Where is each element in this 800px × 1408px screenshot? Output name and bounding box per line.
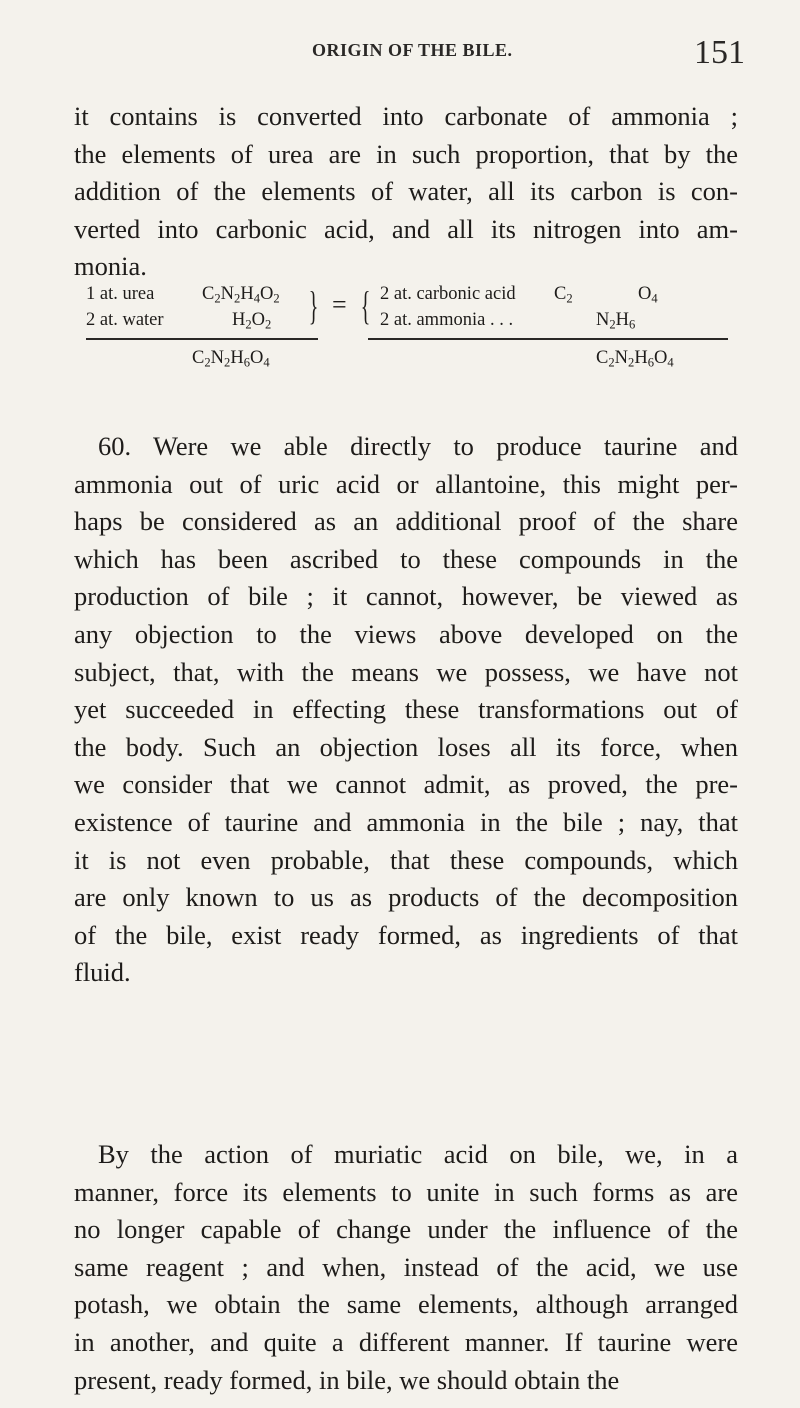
- eq-right-sum: $C_2N_2H_6O_4$: [596, 348, 674, 370]
- right-brace: {: [360, 283, 371, 328]
- text-line: monia.: [74, 251, 147, 282]
- text-line: ammonia out of uric acid or allantoine, this might per-: [74, 468, 738, 499]
- eq-right-label-2: 2 at. ammonia . . .: [380, 310, 514, 330]
- eq-right-label-1: 2 at. carbonic acid: [380, 284, 516, 304]
- eq-left-label-1: 1 at. urea: [86, 284, 155, 304]
- eq-left-sum: $C_2N_2H_6O_4$: [192, 348, 270, 370]
- text-line: By the action of muriatic acid on bile, we, in a: [98, 1139, 738, 1169]
- text-line: the elements of urea are in such proportion, that by the: [74, 138, 738, 169]
- page-number: 151: [694, 34, 745, 71]
- text-line: we consider that we cannot admit, as proved, the pre-: [74, 769, 738, 800]
- text-line: present, ready formed, in bile, we should obtain the: [74, 1364, 620, 1395]
- text-line: of the bile, exist ready formed, as ingredients of that: [74, 919, 738, 950]
- eq-right-formula-1b: $O_4$: [638, 284, 658, 306]
- eq-right-formula-1a: $C_2$: [554, 284, 573, 306]
- text-line: the body. Such an objection loses all its force, when: [74, 731, 738, 762]
- text-line: subject, that, with the means we possess, we have not: [74, 656, 738, 687]
- text-line: no longer capable of change under the influence of the: [74, 1214, 738, 1245]
- text-line: verted into carbonic acid, and all its nitrogen into am-: [74, 213, 738, 244]
- right-sum-rule: [368, 338, 728, 340]
- left-sum-rule: [86, 338, 318, 340]
- eq-left-formula-2: $H_2O_2$: [232, 310, 272, 332]
- eq-left-label-2: 2 at. water: [86, 310, 164, 330]
- text-line: haps be considered as an additional proof of the share: [74, 506, 738, 537]
- paragraph-urea-conversion: [74, 98, 738, 286]
- text-line: existence of taurine and ammonia in the bile ; nay, that: [74, 806, 738, 837]
- text-line: potash, we obtain the same elements, although arranged: [74, 1289, 738, 1320]
- paragraph-muriatic-acid: [74, 1136, 738, 1399]
- text-line: same reagent ; and when, instead of the acid, we use: [74, 1251, 738, 1282]
- text-line: fluid.: [74, 957, 131, 988]
- paragraph-taurine-ammonia: [74, 428, 738, 992]
- urea-water-equation: [86, 280, 746, 390]
- text-line: addition of the elements of water, all its carbon is con-: [74, 176, 738, 207]
- text-line: manner, force its elements to unite in such forms as are: [74, 1176, 738, 1207]
- text-line: in another, and quite a different manner. If taurine were: [74, 1326, 738, 1357]
- text-line: 60. Were we able directly to produce taurine and: [98, 431, 738, 461]
- text-line: it contains is converted into carbonate of ammonia ;: [74, 101, 738, 131]
- text-line: which has been ascribed to these compounds in the: [74, 543, 738, 574]
- eq-left-formula-1: $C_2N_2H_4O_2$: [202, 284, 280, 306]
- text-line: it is not even probable, that these compounds, which: [74, 844, 738, 875]
- left-brace: }: [308, 283, 319, 328]
- running-title: ORIGIN OF THE BILE.: [312, 40, 513, 60]
- equals-sign: =: [332, 290, 347, 319]
- text-line: production of bile ; it cannot, however, be viewed as: [74, 581, 738, 612]
- text-line: are only known to us as products of the decomposition: [74, 882, 738, 913]
- text-line: yet succeeded in effecting these transformations out of: [74, 694, 738, 725]
- text-line: any objection to the views above developed on the: [74, 618, 738, 649]
- eq-right-formula-2: $N_2H_6$: [596, 310, 636, 332]
